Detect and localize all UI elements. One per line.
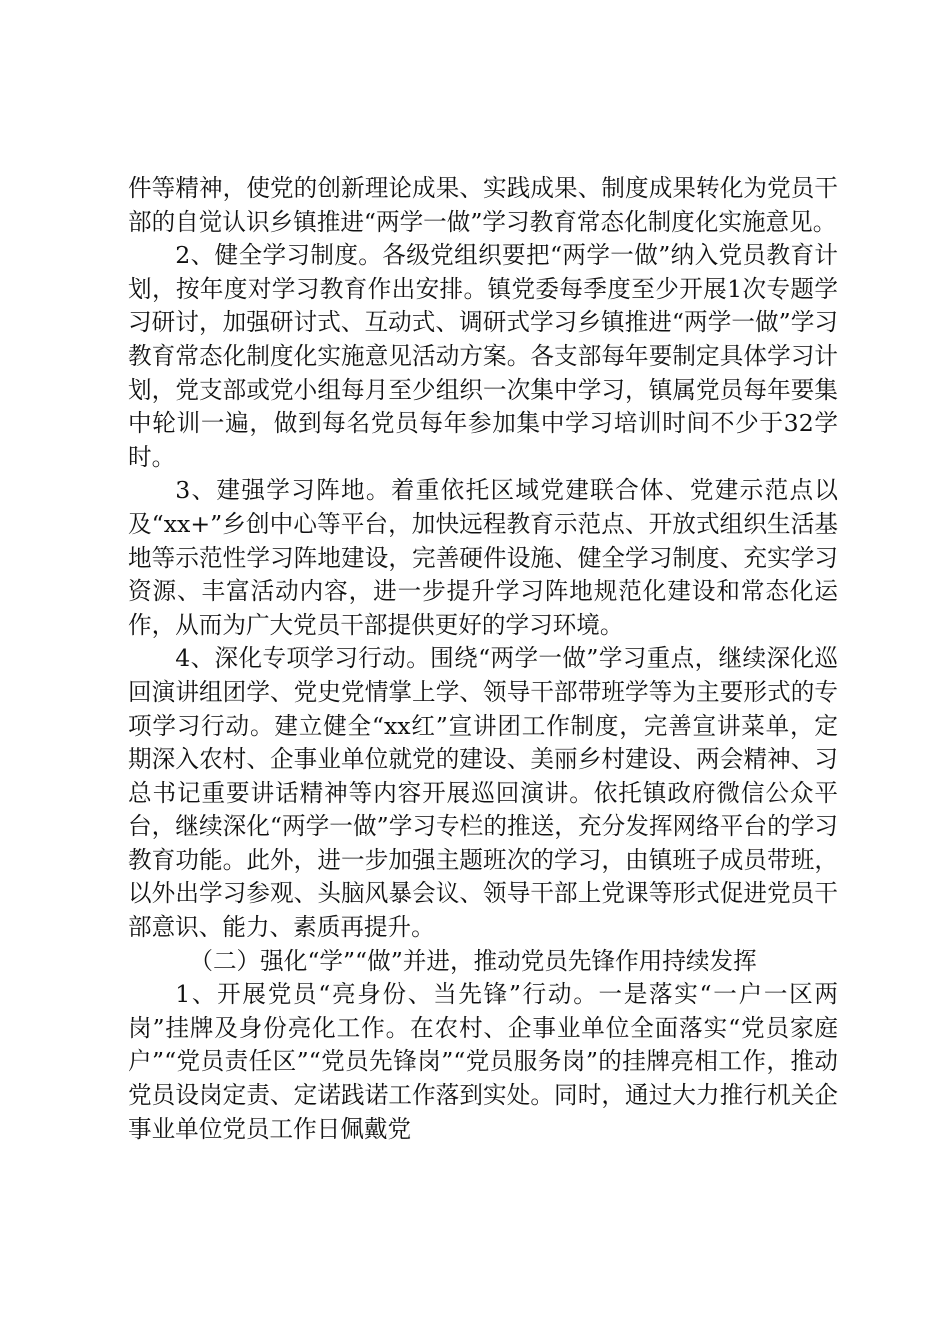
paragraph-5: 1、开展党员“亮身份、当先锋”行动。一是落实“一户一区两岗”挂牌及身份亮化工作。在农村、企事业单位全面落实“党员家庭户”“党员责任区”“党员先锋岗”“党员服务岗”的挂牌亮相工作，推动党员设岗定责、定诺践诺工作落到实处。同时，通过大力推行机关企事业单位党员工作日佩戴党 [128,980,838,1143]
document-body [128,172,838,1146]
section-heading: （二）强化“学”“做”并进，推动党员先锋作用持续发挥 [189,946,757,975]
paragraph-2: 2、健全学习制度。各级党组织要把“两学一做”纳入党员教育计划，按年度对学习教育作出安排。镇党委每季度至少开展1次专题学习研讨，加强研讨式、互动式、调研式学习乡镇推进“两学一做”学习教育常态化制度化实施意见活动方案。各支部每年要制定具体学习计划，党支部或党小组每月至少组织一次集中学习，镇属党员每年要集中轮训一遍，做到每名党员每年参加集中学习培训时间不少于32学时。 [128,241,838,471]
paragraph-3: 3、建强学习阵地。着重依托区域党建联合体、党建示范点以及“xx+”乡创中心等平台，加快远程教育示范点、开放式组织生活基地等示范性学习阵地建设，完善硬件设施、健全学习制度、充实学习资源、丰富活动内容，进一步提升学习阵地规范化建设和常态化运作，从而为广大党员干部提供更好的学习环境。 [128,476,838,639]
paragraph-1: 件等精神，使党的创新理论成果、实践成果、制度成果转化为党员干部的自觉认识乡镇推进“两学一做”学习教育常态化制度化实施意见。 [128,174,838,236]
paragraph-4: 4、深化专项学习行动。围绕“两学一做”学习重点，继续深化巡回演讲组团学、党史党情掌上学、领导干部带班学等为主要形式的专项学习行动。建立健全“xx红”宣讲团工作制度，完善宣讲菜单，定期深入农村、企事业单位就党的建设、美丽乡村建设、两会精神、习总书记重要讲话精神等内容开展巡回演讲。依托镇政府微信公众平台，继续深化“两学一做”学习专栏的推送，充分发挥网络平台的学习教育功能。此外，进一步加强主题班次的学习，由镇班子成员带班，以外出学习参观、头脑风暴会议、领导干部上党课等形式促进党员干部意识、能力、素质再提升。 [128,644,838,942]
